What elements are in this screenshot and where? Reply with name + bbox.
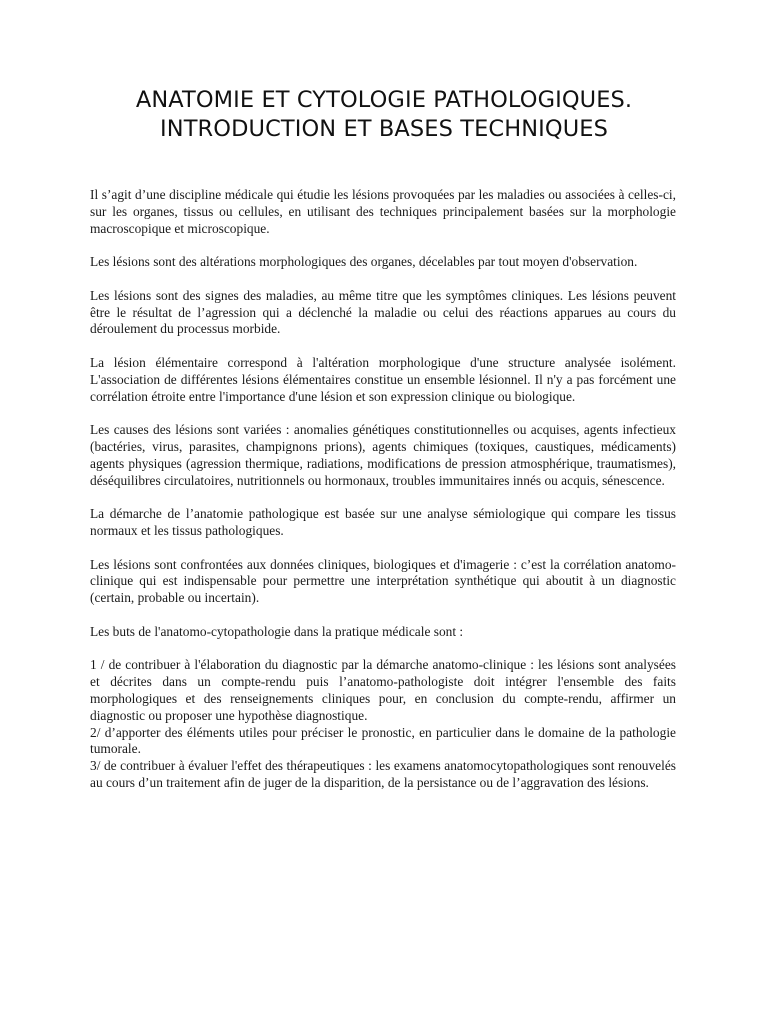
paragraph-approach: La démarche de l’anatomie pathologique est basée sur une analyse sémiologique qui compare les tissus normaux et les tissus pathologiques.	[90, 506, 676, 538]
goal-item-diagnosis: 1 / de contribuer à l'élaboration du diagnostic par la démarche anatomo-clinique : les lésions sont analysées et décrites dans un compte-rendu puis l’anatomo-pathologiste doit intégrer l'ensemble des faits morphologiques et des renseignements cliniques pour, en conclusion du compte-rendu, affirmer un diagnostic ou proposer une hypothèse diagnostique.	[90, 657, 676, 723]
paragraph-lesions-signs: Les lésions sont des signes des maladies, au même titre que les symptômes cliniques. Les lésions peuvent être le résultat de l’agression qui a déclenché la maladie ou celui des réactions apparues au cours du déroulement du processus morbide.	[90, 287, 676, 337]
document-body	[90, 187, 676, 792]
paragraph-definition: Il s’agit d’une discipline médicale qui étudie les lésions provoquées par les maladies ou associées à celles-ci, sur les organes, tissus ou cellules, en utilisant des techniques principalement basées sur la morphologie macroscopique et microscopique.	[90, 187, 676, 236]
paragraph-goals-intro: Les buts de l'anatomo-cytopathologie dans la pratique médicale sont :	[90, 623, 464, 639]
title-line-2: INTRODUCTION ET BASES TECHNIQUES	[160, 116, 608, 142]
paragraph-lesions-alterations: Les lésions sont des altérations morphologiques des organes, décelables par tout moyen d'observation.	[90, 254, 638, 270]
paragraph-elementary-lesion: La lésion élémentaire correspond à l'altération morphologique d'une structure analysée isolément. L'association de différentes lésions élémentaires constitue un ensemble lésionnel. Il n'y a pas forcément une corrélation étroite entre l'importance d'une lésion et son expression clinique ou biologique.	[90, 354, 676, 404]
title-line-1: ANATOMIE ET CYTOLOGIE PATHOLOGIQUES.	[135, 87, 633, 113]
paragraph-correlation: Les lésions sont confrontées aux données cliniques, biologiques et d'imagerie : c’est la corrélation anatomo-clinique qui est indispensable pour permettre une interprétation synthétique qui aboutit à un diagnostic (certain, probable ou incertain).	[90, 556, 676, 606]
goal-item-therapeutics: 3/ de contribuer à évaluer l'effet des thérapeutiques : les examens anatomocytopathologiques sont renouvelés au cours d’un traitement afin de juger de la disparition, de la persistance ou de l’aggravation des lésions.	[90, 758, 676, 790]
document-title	[60, 86, 708, 144]
paragraph-causes: Les causes des lésions sont variées : anomalies génétiques constitutionnelles ou acquises, agents infectieux (bactéries, virus, parasites, champignons prions), agents chimiques (toxiques, caustiques, médicaments) agents physiques (agression thermique, radiations, modifications de pression atmosphérique, traumatismes), déséquilibres circulatoires, nutritionnels ou hormonaux, troubles immunitaires innés ou acquis, sénescence.	[90, 422, 676, 488]
goal-item-prognosis: 2/ d’apporter des éléments utiles pour préciser le pronostic, en particulier dans le domaine de la pathologie tumorale.	[90, 724, 676, 757]
